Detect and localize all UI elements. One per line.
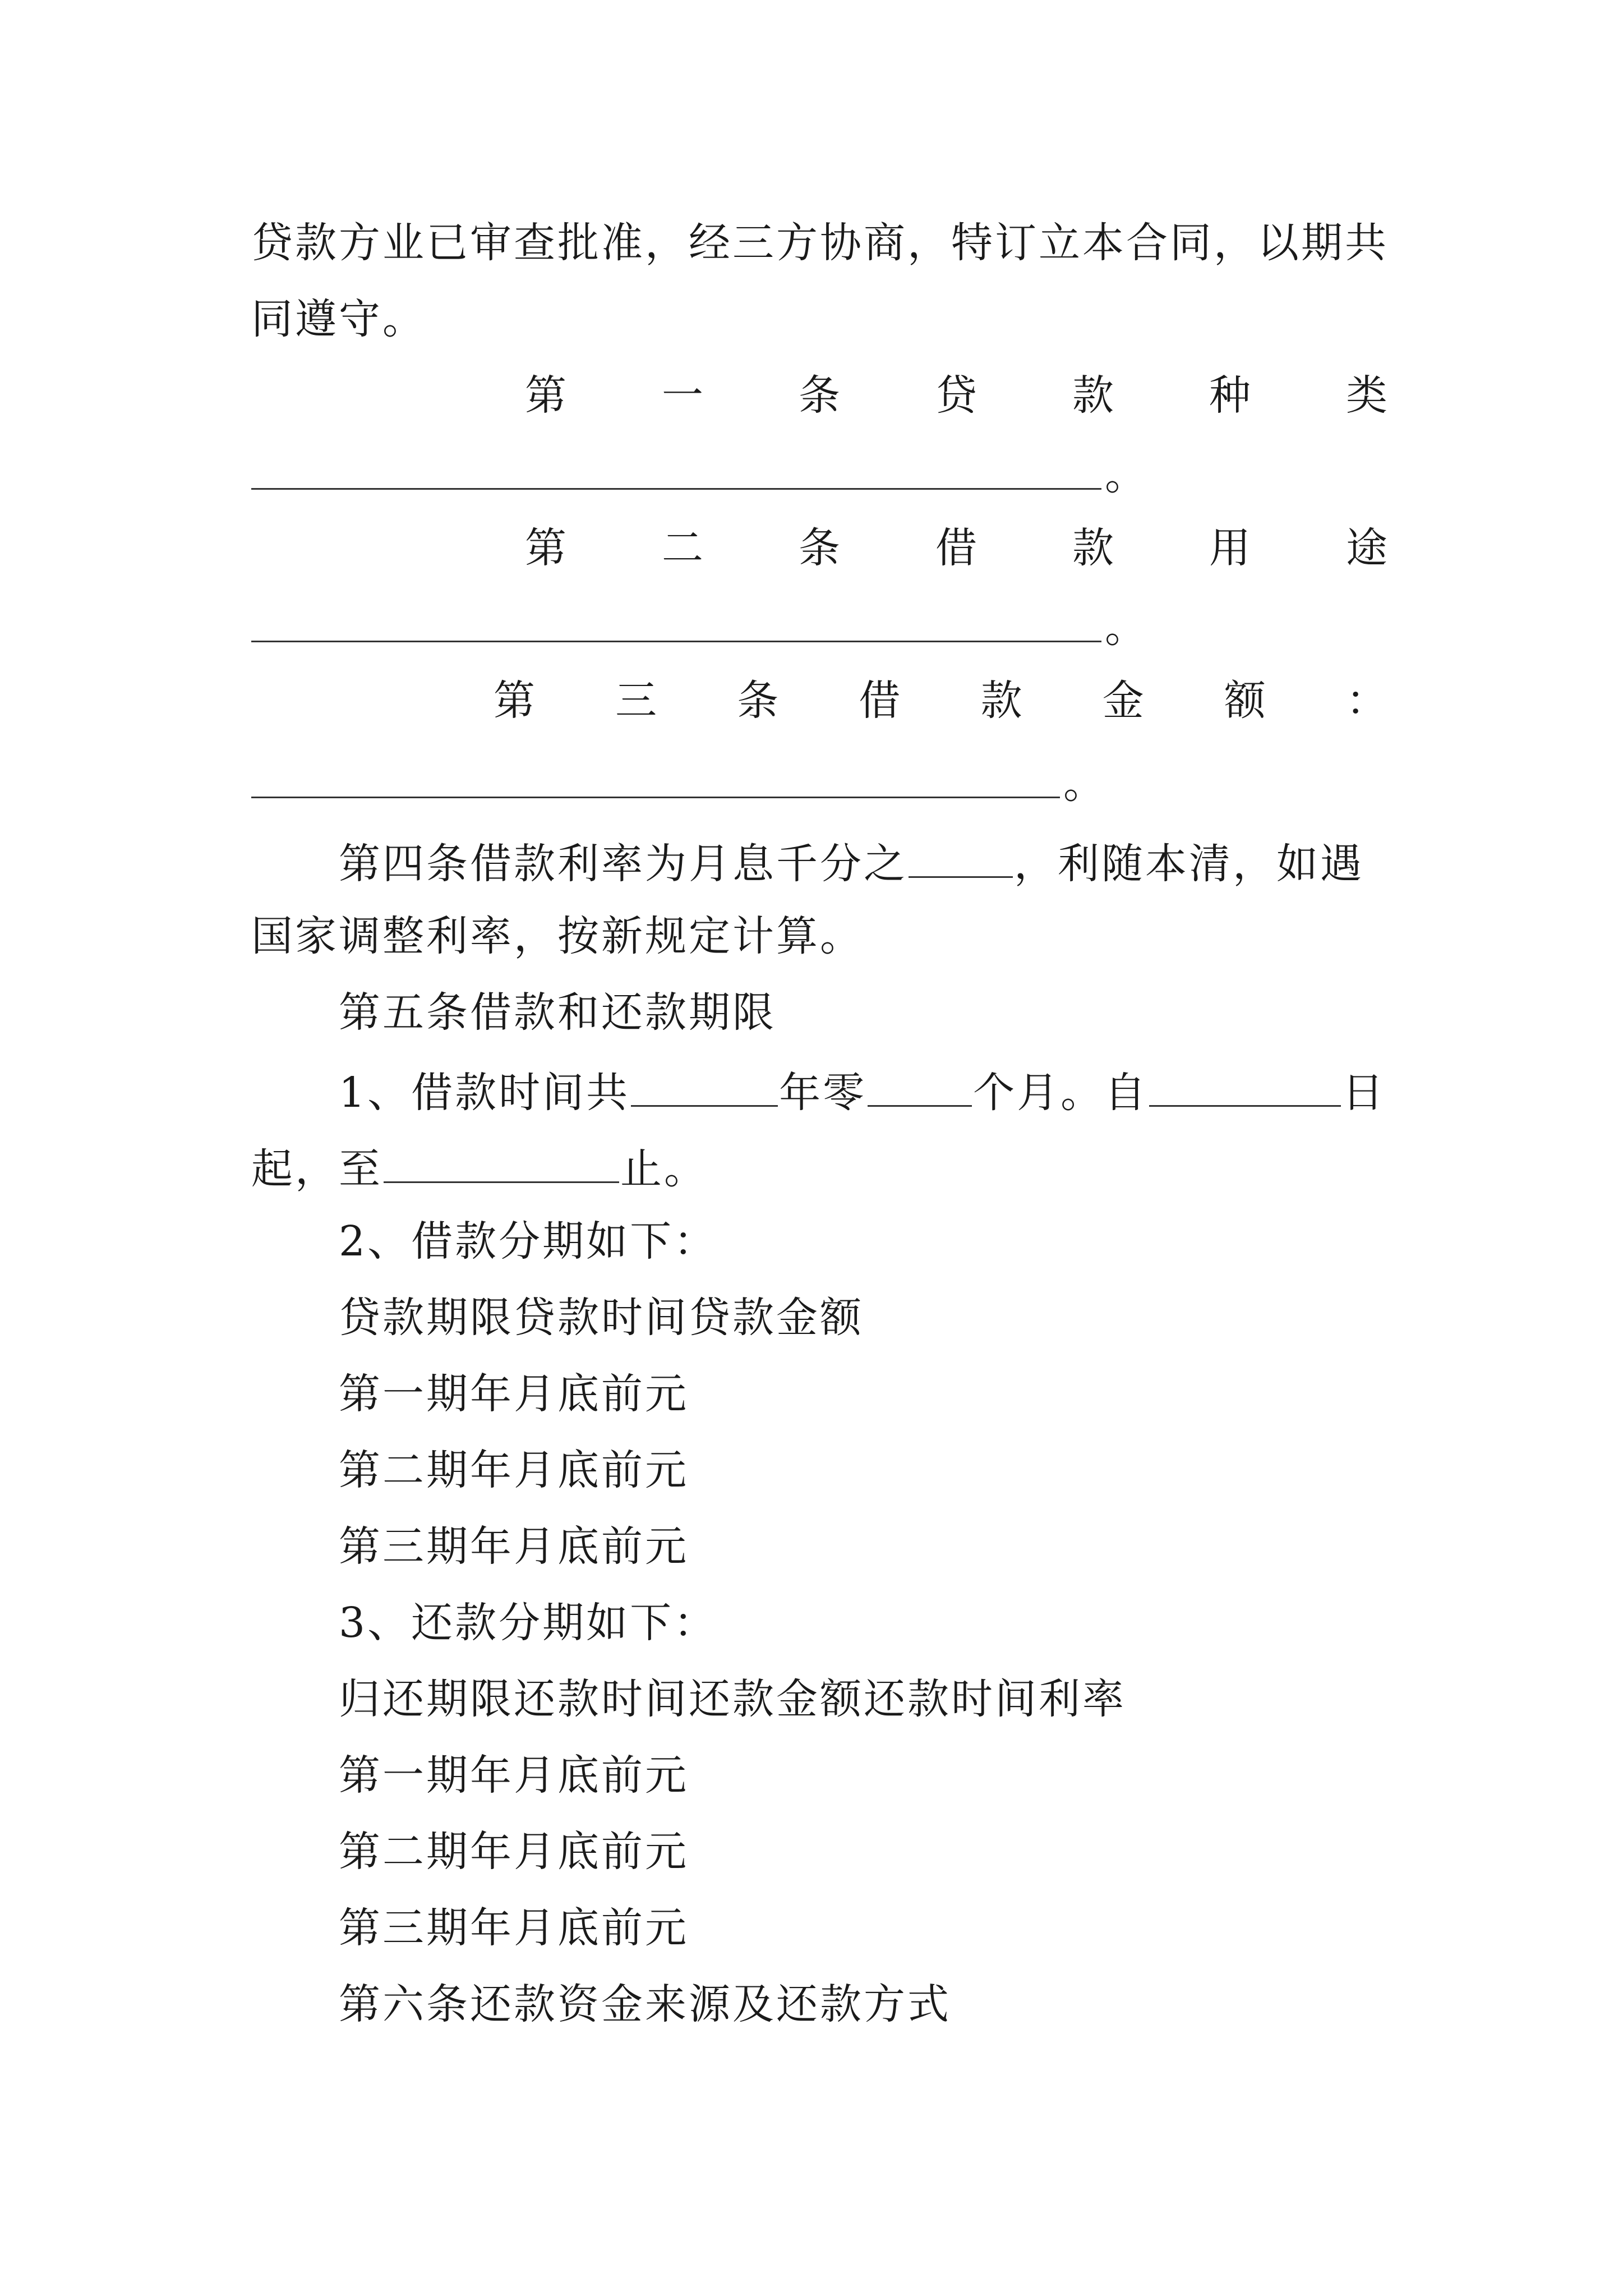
interest-rate-blank [909, 839, 1013, 878]
intro-line-2: 同遵守。 [251, 295, 426, 343]
loan-table-header: 贷款期限贷款时间贷款金额 [339, 1294, 864, 1342]
article-5-item-1-line-2 [251, 1144, 1390, 1193]
art2-char: 用 [1209, 524, 1253, 572]
repay-row: 第二期年月底前元 [339, 1828, 689, 1876]
loan-row: 第三期年月底前元 [339, 1522, 689, 1571]
article-1-heading [525, 371, 1390, 420]
art1-char: 种 [1209, 371, 1253, 420]
article-1-end: 。 [1105, 451, 1146, 499]
art5-1-text-e: 起，至 [251, 1145, 382, 1193]
article-2-heading [525, 524, 1390, 572]
art1-char: 第 [525, 371, 569, 420]
repay-table-header: 归还期限还款时间还款金额还款时间利率 [339, 1675, 1126, 1723]
art2-char: 借 [935, 524, 979, 572]
art3-char: ： [1345, 677, 1390, 725]
end-date-blank [384, 1144, 619, 1183]
art1-char: 类 [1346, 371, 1390, 420]
art3-char: 三 [615, 677, 660, 725]
loan-row: 第一期年月底前元 [339, 1370, 689, 1418]
art3-char: 款 [980, 677, 1025, 725]
intro-line-1: 贷款方业已审查批准，经三方协商，特订立本合同，以期共 [251, 219, 1389, 267]
article-1-blank [251, 487, 1101, 490]
art5-1-text-f: 止。 [620, 1145, 708, 1193]
art1-char: 款 [1072, 371, 1116, 420]
art1-char: 条 [799, 371, 842, 420]
article-4-text-b: ，利随本清，如遇 [1014, 840, 1364, 888]
repay-row: 第三期年月底前元 [339, 1904, 689, 1952]
loan-row: 第二期年月底前元 [339, 1446, 689, 1494]
article-4-text-a: 第四条借款利率为月息千分之 [339, 840, 907, 888]
art3-char: 金 [1102, 677, 1146, 725]
art5-1-text-b: 年零 [779, 1069, 867, 1117]
art3-char: 额 [1224, 677, 1268, 725]
art1-char: 一 [662, 371, 706, 420]
article-3-blank [251, 795, 1060, 798]
art2-char: 第 [525, 524, 569, 572]
article-6-title: 第六条还款资金来源及还款方式 [339, 1980, 951, 2028]
months-blank [868, 1068, 972, 1107]
article-5-title: 第五条借款和还款期限 [339, 988, 776, 1037]
start-date-blank [1149, 1068, 1341, 1107]
art5-1-text-c: 个月。自 [973, 1069, 1149, 1117]
article-2-blank [251, 639, 1101, 642]
article-5-item-3-title: 3、还款分期如下： [339, 1599, 718, 1647]
art5-1-text-a: 1、借款时间共 [339, 1069, 630, 1117]
art2-char: 途 [1346, 524, 1390, 572]
art5-1-text-d: 日 [1342, 1069, 1386, 1117]
article-4-line-2: 国家调整利率，按新规定计算。 [251, 912, 864, 960]
article-2-end: 。 [1105, 604, 1146, 652]
repay-row: 第一期年月底前元 [339, 1751, 689, 1800]
article-5-item-2-title: 2、借款分期如下： [339, 1217, 718, 1266]
years-blank [631, 1068, 778, 1107]
article-4-line-1 [339, 839, 1390, 888]
article-5-item-1-line-1 [339, 1068, 1390, 1117]
art2-char: 款 [1072, 524, 1116, 572]
art3-char: 第 [494, 677, 537, 725]
art2-char: 条 [799, 524, 842, 572]
art3-char: 借 [859, 677, 903, 725]
art2-char: 二 [662, 524, 706, 572]
art1-char: 贷 [935, 371, 979, 420]
article-3-heading [494, 677, 1390, 725]
article-3-end: 。 [1063, 760, 1105, 808]
art3-char: 条 [737, 677, 781, 725]
